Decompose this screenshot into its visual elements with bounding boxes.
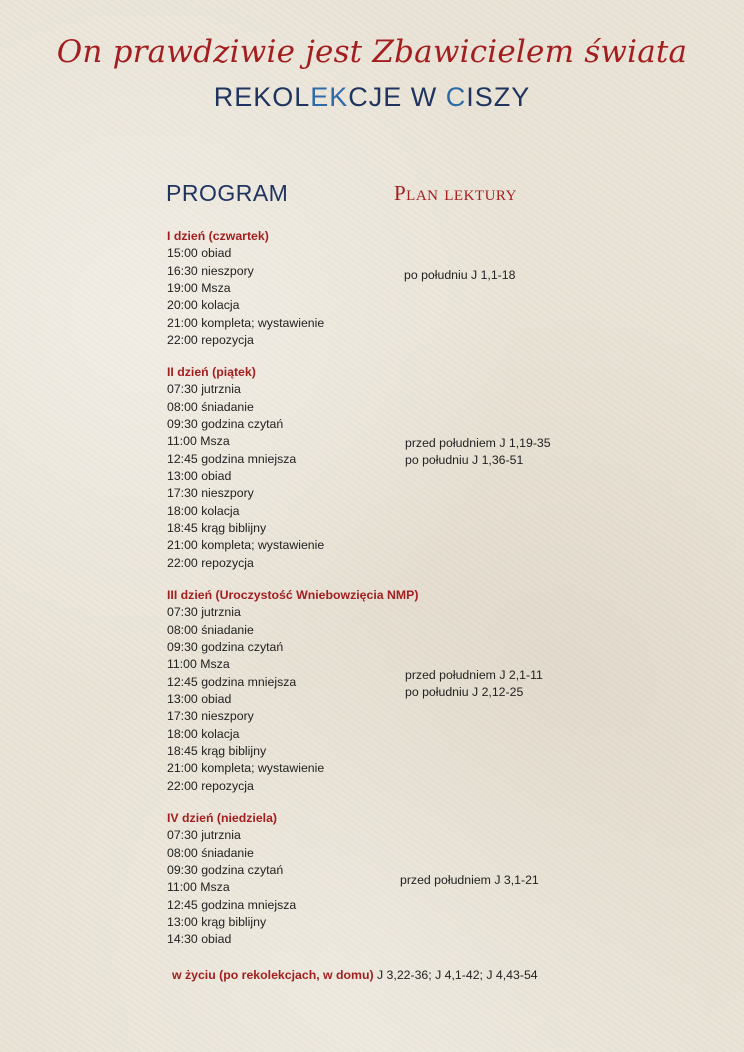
- schedule-item: 22:00 repozycja: [167, 555, 254, 570]
- schedule-item: 21:00 kompleta; wystawienie: [167, 761, 325, 776]
- day-heading: III dzień (Uroczystość Wniebowzięcia NMP): [167, 588, 419, 602]
- schedule-item: 07:30 jutrznia: [167, 605, 241, 620]
- footer-text: J 3,22-36; J 4,1-42; J 4,43-54: [373, 968, 538, 982]
- day-block-3: [167, 587, 418, 795]
- reading-plan-day-2: [405, 435, 551, 470]
- schedule-item: 18:45 krąg biblijny: [167, 521, 267, 536]
- schedule-item: 16:30 nieszpory: [167, 263, 254, 278]
- schedule-item: 11:00 Msza: [167, 657, 230, 672]
- schedule-item: 08:00 śniadanie: [167, 622, 254, 637]
- schedule-item: 17:30 nieszpory: [167, 486, 254, 501]
- schedule-item: 22:00 repozycja: [167, 778, 254, 793]
- schedule-item: 12:45 godzina mniejsza: [167, 674, 297, 689]
- plan-heading: Plan lektury: [394, 181, 517, 205]
- reading-plan-day-4: [400, 872, 539, 889]
- day-block-1: [167, 228, 324, 349]
- footer-label: w życiu (po rekolekcjach, w domu): [172, 968, 374, 982]
- schedule-item: 14:30 obiad: [167, 932, 232, 947]
- schedule-item: 13:00 obiad: [167, 469, 232, 484]
- reading-item: po południu J 2,12-25: [405, 685, 524, 700]
- subtitle-accent: C: [437, 82, 467, 112]
- day-block-4: [167, 810, 296, 949]
- schedule-item: 12:45 godzina mniejsza: [167, 897, 297, 912]
- schedule-item: 19:00 Msza: [167, 281, 231, 296]
- reading-item: po południu J 1,1-18: [404, 268, 516, 282]
- schedule-item: 11:00 Msza: [167, 880, 230, 895]
- schedule-item: 18:00 kolacja: [167, 503, 240, 518]
- reading-plan-day-3: [405, 667, 543, 702]
- schedule-item: 13:00 krąg biblijny: [167, 915, 267, 930]
- reading-item: przed południem J 3,1-21: [400, 873, 539, 887]
- schedule-item: 08:00 śniadanie: [167, 845, 254, 860]
- reading-item: przed południem J 1,19-35: [405, 436, 551, 450]
- schedule-item: 15:00 obiad: [167, 246, 232, 261]
- schedule-item: 07:30 jutrznia: [167, 828, 241, 843]
- day-block-2: [167, 364, 324, 572]
- schedule-item: 11:00 Msza: [167, 434, 230, 449]
- program-heading: PROGRAM: [166, 180, 289, 206]
- subtitle-part: REKOL: [213, 82, 311, 112]
- day-heading: I dzień (czwartek): [167, 229, 269, 243]
- subtitle-accent: EK: [310, 82, 349, 112]
- footer-reading-line: [172, 968, 538, 982]
- schedule-item: 21:00 kompleta; wystawienie: [167, 315, 325, 330]
- reading-item: po południu J 1,36-51: [405, 453, 524, 468]
- schedule-item: 12:45 godzina mniejsza: [167, 451, 297, 466]
- schedule-item: 18:45 krąg biblijny: [167, 744, 267, 759]
- day-heading: IV dzień (niedziela): [167, 811, 278, 825]
- page-title: On prawdziwie jest Zbawicielem świata: [56, 34, 688, 70]
- schedule-item: 07:30 jutrznia: [167, 382, 241, 397]
- subtitle-part: ISZY: [466, 82, 531, 112]
- schedule-item: 20:00 kolacja: [167, 298, 240, 313]
- page-subtitle: [0, 82, 744, 113]
- schedule-item: 08:00 śniadanie: [167, 399, 254, 414]
- schedule-item: 17:30 nieszpory: [167, 709, 254, 724]
- subtitle-part: CJE W: [348, 82, 438, 112]
- schedule-item: 09:30 godzina czytań: [167, 417, 284, 432]
- schedule-item: 09:30 godzina czytań: [167, 640, 284, 655]
- schedule-item: 22:00 repozycja: [167, 333, 254, 348]
- schedule-item: 21:00 kompleta; wystawienie: [167, 538, 325, 553]
- schedule-item: 09:30 godzina czytań: [167, 863, 284, 878]
- schedule-item: 18:00 kolacja: [167, 726, 240, 741]
- schedule-item: 13:00 obiad: [167, 692, 232, 707]
- day-heading: II dzień (piątek): [167, 365, 256, 379]
- reading-plan-day-1: [404, 267, 515, 284]
- reading-item: przed południem J 2,1-11: [405, 668, 543, 682]
